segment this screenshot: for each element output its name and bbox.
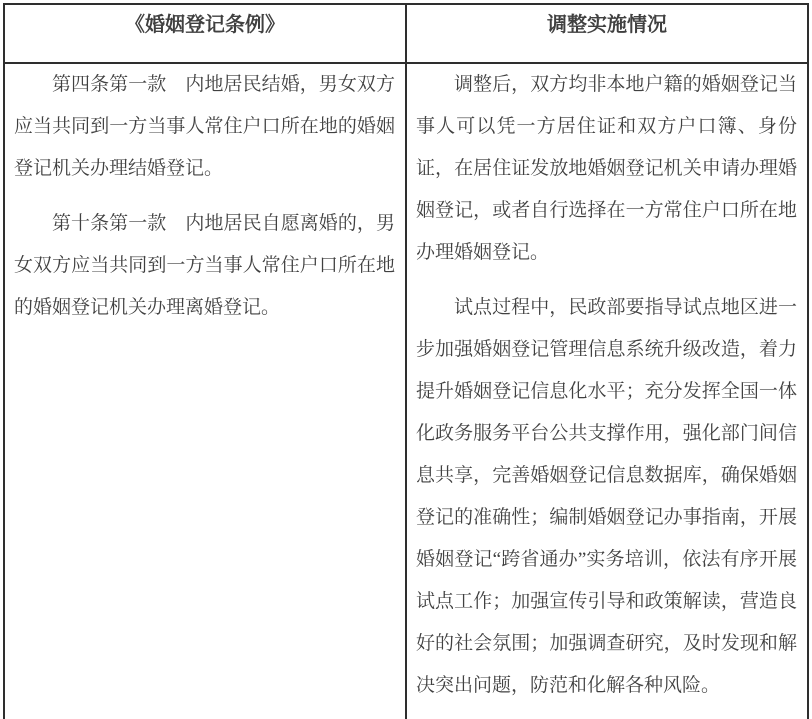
- regulation-paragraph-article4: 第四条第一款 内地居民结婚，男女双方应当共同到一方当事人常住户口所在地的婚姻登记机关办理结婚登记。: [14, 74, 395, 179]
- table-body-row: [4, 63, 808, 719]
- implementation-cell: [406, 63, 808, 719]
- header-cell-regulation: 《婚姻登记条例》: [4, 4, 406, 63]
- header-cell-implementation: 调整实施情况: [406, 4, 808, 63]
- implementation-paragraph-pilot: 试点过程中，民政部要指导试点地区进一步加强婚姻登记管理信息系统升级改造，着力提升婚姻登记信息化水平；充分发挥全国一体化政务服务平台公共支撑作用，强化部门间信息共享，完善婚姻登记信息数据库，确保婚姻登记的准确性；编制婚姻登记办事指南，开展婚姻登记“跨省通办”实务培训，依法有序开展试点工作；加强宣传引导和政策解读，营造良好的社会氛围；加强调查研究，及时发现和解决突出问题，防范和化解各种风险。: [416, 297, 797, 696]
- regulation-paragraph-article10: 第十条第一款 内地居民自愿离婚的，男女双方应当共同到一方当事人常住户口所在地的婚姻登记机关办理离婚登记。: [14, 213, 395, 318]
- regulation-cell: [4, 63, 406, 719]
- implementation-paragraph-adjustment: 调整后，双方均非本地户籍的婚姻登记当事人可以凭一方居住证和双方户口簿、身份证，在居住证发放地婚姻登记机关申请办理婚姻登记，或者自行选择在一方常住户口所在地办理婚姻登记。: [416, 74, 797, 263]
- table-header-row: [4, 4, 808, 63]
- regulation-comparison-table: [3, 3, 809, 719]
